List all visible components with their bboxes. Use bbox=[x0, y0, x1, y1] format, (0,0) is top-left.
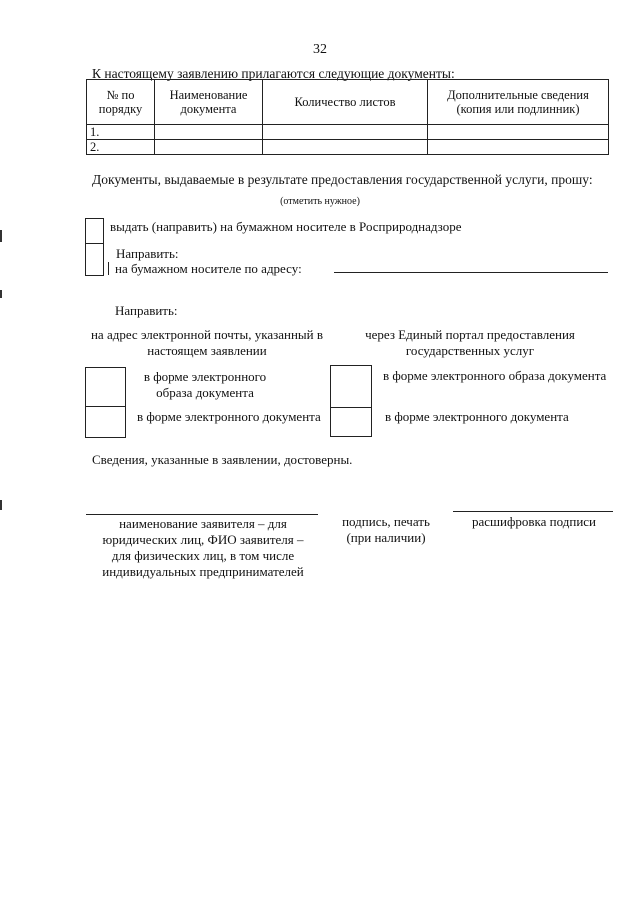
portal-doc-checkbox[interactable] bbox=[330, 407, 372, 437]
sign-caption: подпись, печать (при наличии) bbox=[342, 514, 430, 545]
sheet-count-cell[interactable] bbox=[263, 140, 428, 155]
confirmation-text: Сведения, указанные в заявлении, достоверны. bbox=[92, 452, 353, 467]
email-image-option-label: в форме электронного образа документа bbox=[143, 369, 267, 400]
table-row bbox=[87, 140, 609, 155]
header-additional-info: Дополнительные сведения (копия или подлинник) bbox=[428, 80, 609, 125]
electronic-send-label: Направить: bbox=[115, 303, 178, 318]
page-number: 32 bbox=[313, 42, 327, 57]
additional-info-cell[interactable] bbox=[428, 140, 609, 155]
row-number: 1. bbox=[87, 125, 155, 140]
email-heading: на адрес электронной почты, указанный в настоящем заявлении bbox=[90, 327, 324, 358]
doc-name-cell[interactable] bbox=[155, 125, 263, 140]
mail-address-field[interactable] bbox=[334, 272, 608, 273]
decode-signature-line[interactable] bbox=[453, 511, 613, 512]
additional-info-cell[interactable] bbox=[428, 125, 609, 140]
scan-edge-mark bbox=[0, 500, 2, 510]
send-label: Направить: bbox=[116, 246, 179, 261]
name-caption: наименование заявителя – для юридических лиц, ФИО заявителя –для физических лиц, в том числе индивидуальных предпринимателей bbox=[102, 516, 304, 579]
attachments-table bbox=[86, 79, 609, 155]
text-cursor bbox=[108, 262, 109, 275]
issue-in-office-label: выдать (направить) на бумажном носителе в Росприроднадзоре bbox=[110, 219, 462, 234]
name-signature-line[interactable] bbox=[86, 514, 318, 515]
header-number: № по порядку bbox=[87, 80, 155, 125]
table-row bbox=[87, 125, 609, 140]
portal-image-option-label: в форме электронного образа документа bbox=[383, 368, 607, 383]
mark-needed-hint: (отметить нужное) bbox=[280, 196, 360, 207]
row-number: 2. bbox=[87, 140, 155, 155]
doc-name-cell[interactable] bbox=[155, 140, 263, 155]
send-by-mail-label: на бумажном носителе по адресу: bbox=[115, 261, 302, 276]
email-doc-checkbox[interactable] bbox=[85, 406, 126, 438]
portal-image-checkbox[interactable] bbox=[330, 365, 372, 409]
attachments-intro: К настоящему заявлению прилагаются следующие документы: bbox=[92, 66, 455, 81]
header-doc-name: Наименование документа bbox=[155, 80, 263, 125]
email-image-checkbox[interactable] bbox=[85, 367, 126, 408]
scan-edge-mark bbox=[0, 230, 2, 242]
email-doc-option-label: в форме электронного документа bbox=[137, 409, 321, 424]
portal-doc-option-label: в форме электронного документа bbox=[385, 409, 569, 424]
header-sheet-count: Количество листов bbox=[263, 80, 428, 125]
scan-edge-mark bbox=[0, 290, 2, 298]
send-by-mail-checkbox[interactable] bbox=[85, 243, 104, 276]
sheet-count-cell[interactable] bbox=[263, 125, 428, 140]
issue-in-office-checkbox[interactable] bbox=[85, 218, 104, 245]
portal-heading: через Единый портал предоставления государственных услуг bbox=[365, 327, 575, 358]
result-request-text: Документы, выдаваемые в результате предоставления государственной услуги, прошу: bbox=[92, 172, 593, 187]
decode-caption: расшифровка подписи bbox=[471, 514, 597, 529]
table-header-row bbox=[87, 80, 609, 125]
